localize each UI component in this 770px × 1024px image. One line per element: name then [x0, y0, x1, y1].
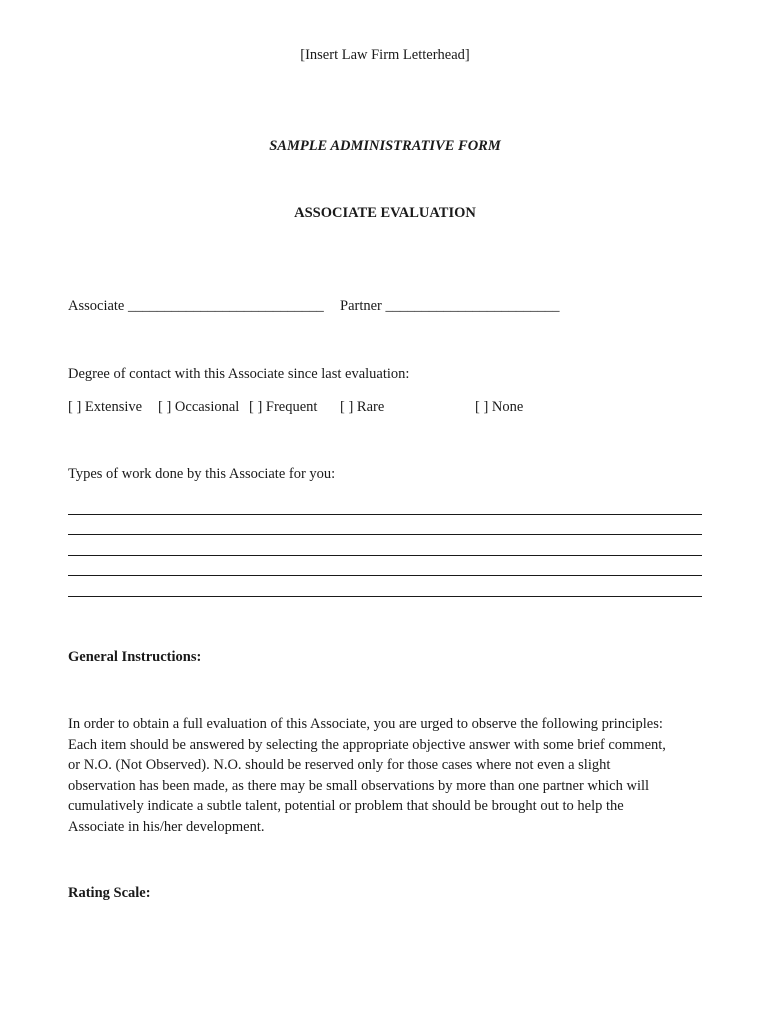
instructions-line: or N.O. (Not Observed). N.O. should be reserved only for those cases where not even a slight: [68, 757, 611, 773]
general-instructions-heading: General Instructions:: [68, 649, 202, 665]
form-title: SAMPLE ADMINISTRATIVE FORM: [269, 138, 501, 154]
instructions-line: Associate in his/her development.: [68, 818, 265, 835]
contact-option-none[interactable]: [ ] None: [475, 399, 524, 415]
instructions-line: In order to obtain a full evaluation of this Associate, you are urged to observe the following principles:: [68, 716, 663, 732]
partner-blank[interactable]: ________________________: [385, 298, 560, 314]
work-types-line-1[interactable]: [68, 514, 702, 515]
rating-scale-heading: Rating Scale:: [68, 885, 151, 901]
work-types-question: Types of work done by this Associate for you:: [68, 466, 336, 482]
work-types-line-5[interactable]: [68, 596, 702, 597]
letterhead-placeholder: [Insert Law Firm Letterhead]: [300, 47, 470, 63]
contact-question: Degree of contact with this Associate since last evaluation:: [68, 366, 410, 382]
partner-field[interactable]: [340, 298, 560, 315]
associate-blank[interactable]: ___________________________: [128, 298, 324, 314]
instructions-line: cumulatively indicate a subtle talent, potential or problem that should be brought out to help the: [68, 798, 624, 814]
partner-label: Partner: [340, 298, 382, 314]
evaluation-title: ASSOCIATE EVALUATION: [294, 205, 476, 221]
work-types-line-4[interactable]: [68, 575, 702, 576]
contact-option-occasional[interactable]: [ ] Occasional: [158, 399, 240, 415]
instructions-line: observation has been made, as there may be small observations by more than one partner which will: [68, 777, 650, 794]
associate-field[interactable]: [68, 298, 324, 315]
contact-option-rare[interactable]: [ ] Rare: [340, 399, 385, 415]
contact-option-frequent[interactable]: [ ] Frequent: [249, 399, 318, 415]
general-instructions-paragraph: [68, 714, 708, 837]
work-types-line-3[interactable]: [68, 555, 702, 556]
associate-label: Associate: [68, 298, 125, 314]
work-types-line-2[interactable]: [68, 534, 702, 535]
instructions-line: Each item should be answered by selecting the appropriate objective answer with some brief comment,: [68, 736, 666, 753]
contact-option-extensive[interactable]: [ ] Extensive: [68, 399, 143, 415]
